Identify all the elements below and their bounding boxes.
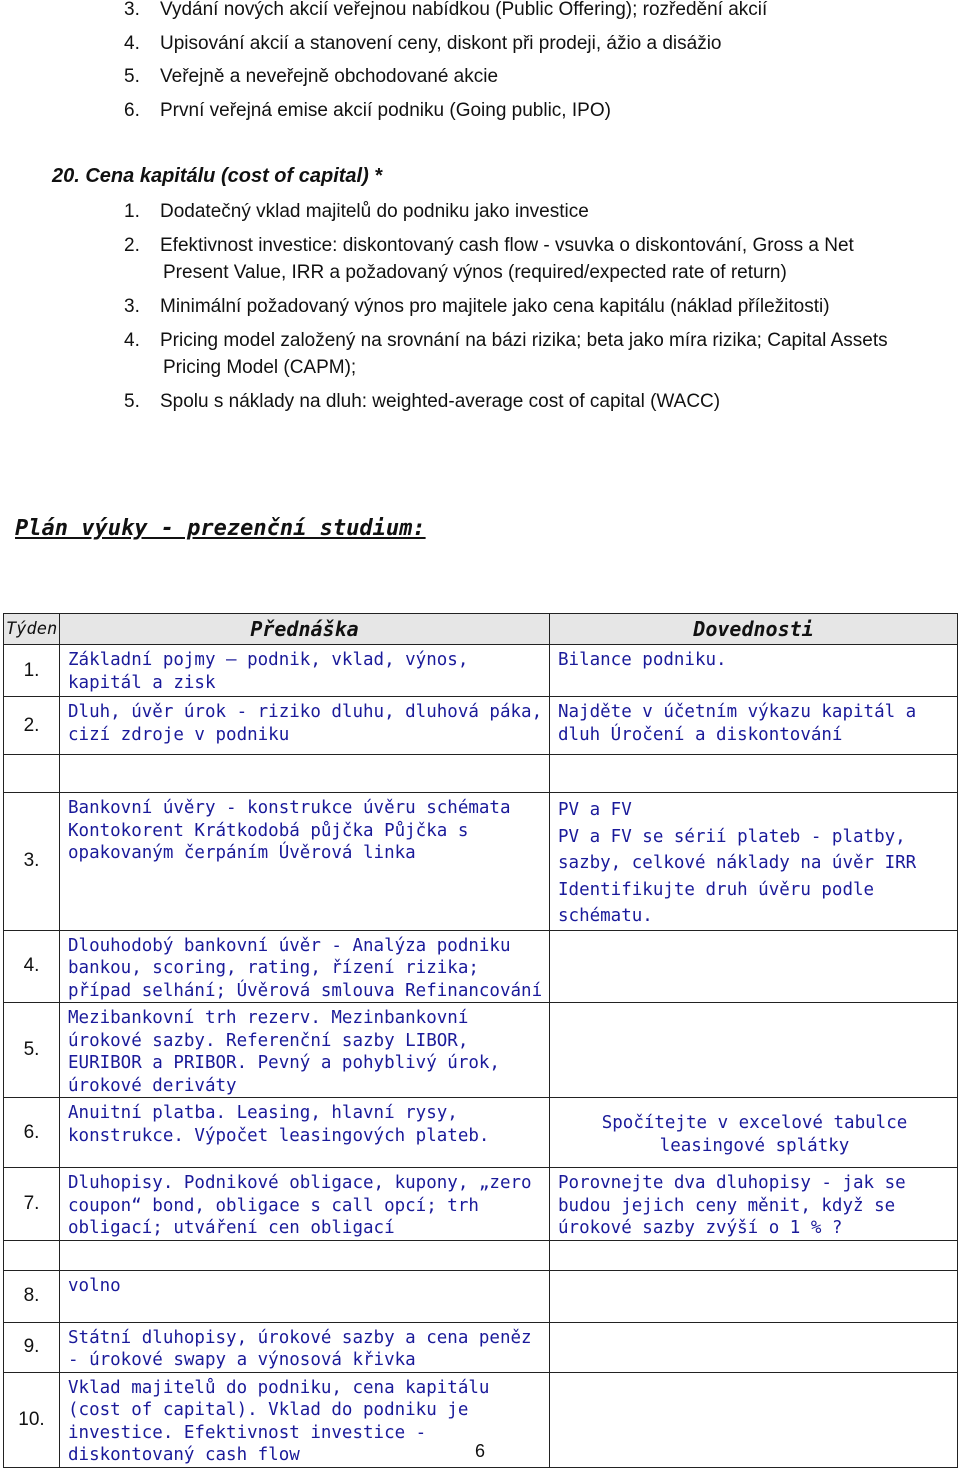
page-number: 6 [474, 1441, 485, 1461]
list-item: 1. Dodatečný vklad majitelů do podniku jako investice [124, 201, 589, 222]
list-item-continuation: Pricing Model (CAPM); [163, 357, 357, 378]
lecture-cell: Státní dluhopisy, úrokové sazby a cena peněz - úrokové swapy a výnosová křivka [60, 1322, 550, 1372]
lecture-cell: Bankovní úvěry - konstrukce úvěru schémata Kontokorent Krátkodobá půjčka Půjčka s opakovaným čerpáním Úvěrová linka [60, 793, 550, 931]
week-number: 3. [4, 793, 60, 931]
skills-cell: Bilance podniku. [550, 645, 958, 697]
list-item: 6. První veřejná emise akcií podniku (Going public, IPO) [124, 100, 611, 121]
list-item: 5. Veřejně a neveřejně obchodované akcie [124, 66, 499, 87]
header-week: Týden [4, 614, 60, 645]
table-row [4, 1003, 958, 1098]
table-row [4, 1322, 958, 1372]
lecture-cell: Dluhopisy. Podnikové obligace, kupony, „zero coupon“ bond, obligace s call opcí; trh obligací; utváření cen obligací [60, 1168, 550, 1241]
lecture-cell: Dlouhodobý bankovní úvěr - Analýza podniku bankou, scoring, rating, řízení rizika; případ selhání; Úvěrová smlouva Refinancování [60, 930, 550, 1003]
skills-cell: Spočítejte v excelové tabulce leasingové splátky [550, 1098, 958, 1168]
list-item-continuation: Present Value, IRR a požadovaný výnos (required/expected rate of return) [163, 262, 787, 283]
section-heading: 20. Cena kapitálu (cost of capital) * [52, 165, 383, 187]
skills-cell: Najděte v účetním výkazu kapitál a dluh Úročení a diskontování [550, 697, 958, 755]
plan-title: Plán výuky - prezenční studium: [15, 516, 426, 541]
schedule-table [3, 613, 958, 1468]
skills-cell [550, 930, 958, 1003]
list-item: 2. Efektivnost investice: diskontovaný cash flow - vsuvka o diskontování, Gross a Net [124, 235, 854, 256]
list-item: 4. Pricing model založený na srovnání na bázi rizika; beta jako míra rizika; Capital Assets [124, 330, 888, 351]
skills-cell: PV a FV PV a FV se sérií plateb - platby, sazby, celkové náklady na úvěr IRR Identifikujte druh úvěru podle schématu. [550, 793, 958, 931]
list-item: 3. Vydání nových akcií veřejnou nabídkou (Public Offering); rozředění akcií [124, 0, 768, 20]
table-row [4, 793, 958, 931]
table-row [4, 1098, 958, 1168]
skills-cell [550, 1322, 958, 1372]
list-item: 4. Upisování akcií a stanovení ceny, diskont při prodeji, ážio a disážio [124, 33, 722, 54]
week-number: 9. [4, 1322, 60, 1372]
lecture-cell: Dluh, úvěr úrok - riziko dluhu, dluhová páka, cizí zdroje v podniku [60, 697, 550, 755]
skills-cell: Porovnejte dva dluhopisy - jak se budou jejich ceny měnit, když se úrokové sazby zvýší o 1 % ? [550, 1168, 958, 1241]
header-lecture: Přednáška [60, 614, 550, 645]
list-item: 3. Minimální požadovaný výnos pro majitele jako cena kapitálu (náklad příležitosti) [124, 296, 830, 317]
lecture-cell: Mezibankovní trh rezerv. Mezinbankovní úrokové sazby. Referenční sazby LIBOR, EURIBOR a PRIBOR. Pevný a pohyblivý úrok, úrokové deriváty [60, 1003, 550, 1098]
week-number: 7. [4, 1168, 60, 1241]
week-number: 6. [4, 1098, 60, 1168]
lecture-cell: volno [60, 1270, 550, 1322]
table-spacer-row [4, 1240, 958, 1270]
week-number: 10. [4, 1372, 60, 1467]
header-skills: Dovednosti [550, 614, 958, 645]
lecture-cell: Anuitní platba. Leasing, hlavní rysy, konstrukce. Výpočet leasingových plateb. [60, 1098, 550, 1168]
week-number: 1. [4, 645, 60, 697]
week-number: 4. [4, 930, 60, 1003]
list-item: 5. Spolu s náklady na dluh: weighted-average cost of capital (WACC) [124, 391, 721, 412]
week-number: 2. [4, 697, 60, 755]
table-row [4, 697, 958, 755]
skills-cell [550, 1270, 958, 1322]
table-header-row [4, 614, 958, 645]
skills-cell [550, 1003, 958, 1098]
lecture-cell: Základní pojmy – podnik, vklad, výnos, kapitál a zisk [60, 645, 550, 697]
table-row [4, 1270, 958, 1322]
table-row [4, 645, 958, 697]
table-row [4, 1168, 958, 1241]
week-number: 5. [4, 1003, 60, 1098]
lecture-cell: Vklad majitelů do podniku, cena kapitálu (cost of capital). Vklad do podniku je investice. Efektivnost investice - diskontovaný cash flow [60, 1372, 550, 1467]
table-spacer-row [4, 755, 958, 793]
week-number: 8. [4, 1270, 60, 1322]
table-row [4, 930, 958, 1003]
